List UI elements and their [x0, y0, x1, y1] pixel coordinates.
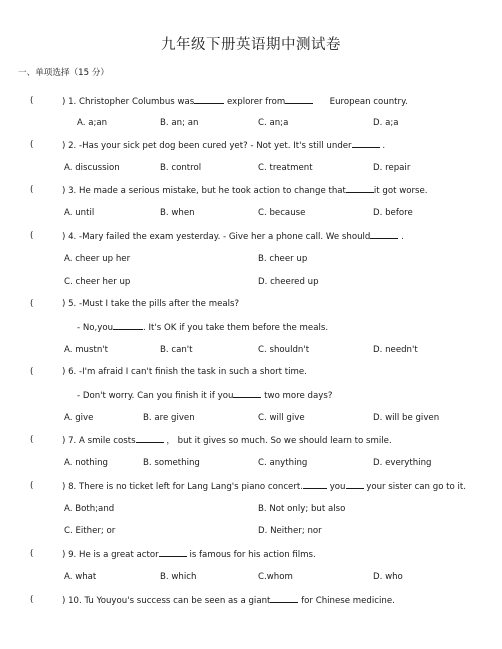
question-text-line-2: - No,you . It's OK if you take them before the meals. [77, 323, 329, 333]
question-text-line-2: - Don't worry. Can you finish it if you two more days? [77, 391, 333, 401]
option-c: C. Either; or [64, 526, 116, 536]
answer-paren: ( [30, 185, 34, 195]
option-c: C.whom [258, 572, 293, 582]
answer-blank [285, 95, 313, 104]
option-a: A. give [64, 413, 94, 423]
option-a: A. mustn't [64, 345, 109, 355]
answer-blank [159, 548, 187, 557]
section-heading: 一、单项选择（15 分） [18, 68, 110, 78]
answer-paren: ( [30, 481, 34, 491]
option-b: B. Not only; but also [258, 504, 346, 514]
option-b: B. control [160, 163, 202, 173]
option-b: B. can't [160, 345, 193, 355]
question-text: ) 10. Tu Youyou's success can be seen as a giant for Chinese medicine. [62, 596, 395, 606]
option-c: C. will give [258, 413, 305, 423]
answer-paren: ( [30, 435, 34, 445]
option-a: A. a;an [77, 118, 108, 128]
option-d: D. before [373, 208, 413, 218]
option-c: C. cheer her up [64, 277, 131, 287]
option-b: B. something [143, 458, 200, 468]
answer-blank [113, 321, 143, 330]
answer-paren: ( [30, 595, 34, 605]
option-a: A. until [64, 208, 95, 218]
answer-blank [194, 95, 224, 104]
option-b: B. cheer up [258, 254, 308, 264]
option-a: A. what [64, 572, 97, 582]
answer-paren: ( [30, 96, 34, 106]
question-text: ) 7. A smile costs ， but it gives so much. So we should learn to smile. [62, 436, 392, 446]
answer-blank [270, 594, 298, 603]
option-d: D. repair [373, 163, 411, 173]
option-a: A. nothing [64, 458, 109, 468]
question-text: ) 6. -I'm afraid I can't finish the task in such a short time. [62, 367, 307, 377]
answer-paren: ( [30, 140, 34, 150]
page-title: 九年级下册英语期中测试卷 [161, 37, 341, 53]
question-text: ) 9. He is a great actor is famous for his action films. [62, 550, 316, 560]
option-a: A. discussion [64, 163, 120, 173]
option-c: C. anything [258, 458, 308, 468]
option-a: A. cheer up her [64, 254, 131, 264]
option-c: C. because [258, 208, 306, 218]
answer-paren: ( [30, 299, 34, 309]
question-text: ) 3. He made a serious mistake, but he took action to change that it got worse. [62, 186, 428, 196]
answer-blank [303, 480, 327, 489]
option-d: D. needn't [373, 345, 418, 355]
option-c: C. treatment [258, 163, 313, 173]
question-text: ) 4. -Mary failed the exam yesterday. - Give her a phone call. We should . [62, 232, 404, 242]
option-d: D. Neither; nor [258, 526, 322, 536]
question-text: ) 2. -Has your sick pet dog been cured yet? - Not yet. It's still under . [62, 141, 386, 151]
answer-blank [370, 230, 398, 239]
option-d: D. everything [373, 458, 432, 468]
option-b: B. an; an [160, 118, 199, 128]
answer-blank [346, 480, 364, 489]
answer-paren: ( [30, 549, 34, 559]
option-d: D. cheered up [258, 277, 319, 287]
answer-blank [352, 139, 380, 148]
option-d: D. a;a [373, 118, 399, 128]
question-text: ) 1. Christopher Columbus was explorer from European country. [62, 97, 408, 107]
option-a: A. Both;and [64, 504, 115, 514]
option-c: C. an;a [258, 118, 289, 128]
option-b: B. when [160, 208, 195, 218]
option-d: D. will be given [373, 413, 440, 423]
option-d: D. who [373, 572, 403, 582]
answer-paren: ( [30, 367, 34, 377]
option-b: B. are given [143, 413, 195, 423]
question-text: ) 8. There is no ticket left for Lang Lang's piano concert. you your sister can go to it. [62, 482, 467, 492]
answer-paren: ( [30, 231, 34, 241]
option-c: C. shouldn't [258, 345, 310, 355]
option-b: B. which [160, 572, 197, 582]
answer-blank [136, 434, 164, 443]
answer-blank [233, 389, 261, 398]
question-text: ) 5. -Must I take the pills after the meals? [62, 299, 240, 309]
answer-blank [346, 184, 374, 193]
